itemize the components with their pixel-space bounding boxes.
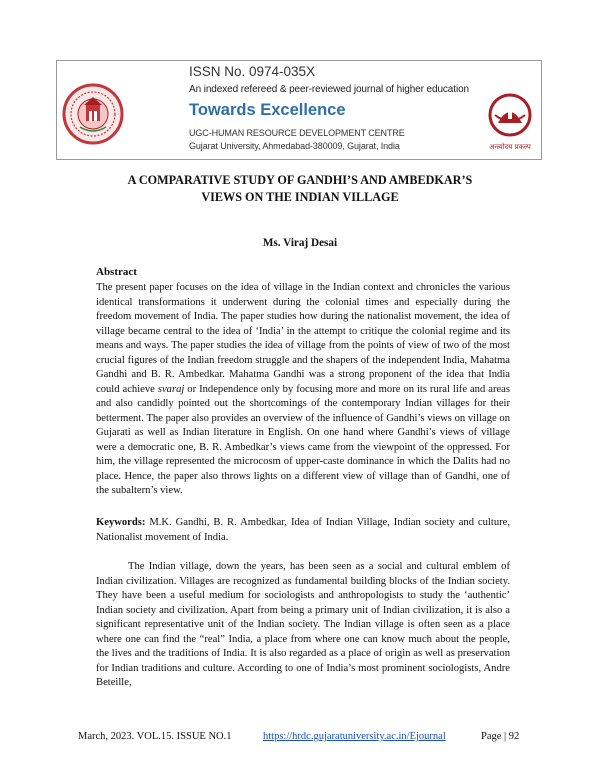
keywords-label: Keywords:	[96, 517, 146, 528]
footer-issue: March, 2023. VOL.15. ISSUE NO.1	[78, 731, 232, 742]
journal-title: Towards Excellence	[189, 101, 346, 119]
footer-page-number: Page | 92	[481, 731, 520, 742]
issn-number: ISSN No. 0974-035X	[189, 64, 316, 79]
centre-name: UGC-HUMAN RESOURCE DEVELOPMENT CENTRE	[189, 128, 405, 138]
article-title-line-2: VIEWS ON THE INDIAN VILLAGE	[201, 190, 399, 204]
ugc-emblem-caption: अन्त्योदय प्रकल्प	[489, 143, 531, 151]
journal-header	[56, 60, 542, 160]
article-title	[60, 172, 540, 206]
abstract-text-part-2: or Independence only by focusing more and more on its rural life and areas and also candidly pointed out the shortcomings of the contemporary Indian villages for their betterment. The paper also provides an overview of the influence of Gandhi’s views on village on Gujarati as well as Indian literature in English. On one hand where Gandhi’s views of village were a democratic one, B. R. Ambedkar’s views came from the viewpoint of the oppressed. For him, the village represented the microcosm of upper-caste dominance in which the Dalits had no place. Hence, the paper also throws lights on a different view of village than of Gandhi, one of the subaltern’s view.	[96, 383, 511, 496]
keywords-list: M.K. Gandhi, B. R. Ambedkar, Idea of Indian Village, Indian society and culture, Nationalist movement of India.	[96, 517, 510, 543]
centre-address: Gujarat University, Ahmedabad-380009, Gujarat, India	[189, 141, 400, 151]
journal-tagline: An indexed refereed & peer-reviewed journal of higher education	[189, 84, 469, 95]
abstract-italic-term: svaraj	[157, 383, 185, 395]
ugc-emblem-icon	[481, 91, 539, 155]
footer-journal-link[interactable]: https://hrdc.gujaratuniversity.ac.in/Ejournal	[263, 731, 446, 742]
author-name: Ms. Viraj Desai	[262, 237, 338, 249]
abstract-text-part-1: The present paper focuses on the idea of village in the Indian context and chronicles the various identical transformations it underwent during the colonial times and especially during the freedom movement of India. The paper studies how during the nationalist movement, the idea of village became central to the idea of ‘India’ in the attempt to critique the colonial regime and its means and ways. The paper studies the idea of village from the points of view of two of the most crucial figures of the Indian freedom struggle and the shapers of the independent India, Mahatma Gandhi and B. R. Ambedkar. Mahatma Gandhi was a strong proponent of the idea that India could achieve	[96, 282, 510, 395]
abstract-paragraph	[96, 281, 510, 499]
keywords-paragraph	[96, 516, 510, 545]
article-title-line-1: A COMPARATIVE STUDY OF GANDHI’S AND AMBEDKAR’S	[127, 173, 473, 187]
gujarat-university-emblem-icon	[62, 83, 124, 145]
abstract-heading: Abstract	[96, 266, 137, 278]
body-paragraph: The Indian village, down the years, has been seen as a social and cultural emblem of Indian civilization. Villages are recognized as fundamental building blocks of the Indian society. They have been a useful medium for sociologists and anthropologists to study the ‘authentic’ Indian society and civilization. Apart from being a primary unit of Indian civilization, it is also a significant representative unit of the Indian society. The Indian village is often seen as a place where one can find the “real” India, a place from where one can know much about the people, the lives and the traditions of India. It is also regarded as a place of origin as well as preservation for Indian traditions and culture. According to one of India’s most prominent sociologists, Andre Beteille,	[96, 561, 510, 688]
